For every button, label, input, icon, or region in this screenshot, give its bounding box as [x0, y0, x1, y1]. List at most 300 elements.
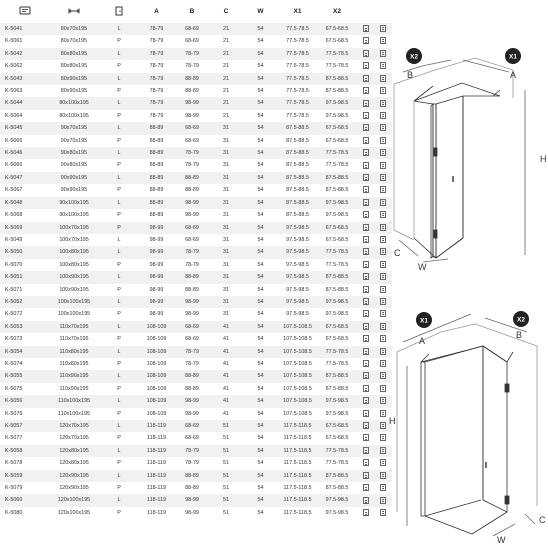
datasheet-cell — [358, 110, 374, 122]
table-row — [0, 35, 392, 47]
dim-x1-cell: 97.5-98.5 — [279, 222, 316, 234]
dim-w-cell: 54 — [242, 358, 279, 370]
datasheet-cell — [358, 296, 374, 308]
datasheet-cell — [358, 209, 374, 221]
dim-x1-cell: 107.5-108.5 — [279, 395, 316, 407]
dimensions-cell: 100x90x195 — [49, 284, 99, 296]
datasheet-icon[interactable] — [363, 323, 369, 330]
dim-x1-cell: 117.5-118.5 — [279, 432, 316, 444]
dim-a-cell: 88-89 — [139, 135, 174, 147]
dim-a-cell: 98-99 — [139, 246, 174, 258]
table-row — [0, 271, 392, 283]
datasheet-icon[interactable] — [363, 75, 369, 82]
dimensions-cell: 80x80x195 — [49, 48, 99, 60]
door-side-cell: L — [99, 346, 139, 358]
dim-w-cell: 54 — [242, 346, 279, 358]
datasheet-icon[interactable] — [363, 248, 369, 255]
door-side-cell: P — [99, 308, 139, 320]
datasheet-cell — [358, 308, 374, 320]
door-side-cell: L — [99, 48, 139, 60]
col-header-b: B — [189, 8, 195, 15]
dim-c-cell: 51 — [210, 470, 242, 482]
table-row — [0, 420, 392, 432]
datasheet-icon[interactable] — [363, 224, 369, 231]
dim-b-cell: 78-79 — [174, 259, 210, 271]
door-side-cell: P — [99, 35, 139, 47]
product-code-cell: K-5062 — [0, 60, 49, 72]
product-code-cell: K-5076 — [0, 408, 49, 420]
dimensions-cell: 110x100x195 — [49, 395, 99, 407]
dim-b-cell: 78-79 — [174, 147, 210, 159]
dimensions-cell: 120x80x195 — [49, 445, 99, 457]
dim-b-cell: 68-69 — [174, 23, 210, 35]
datasheet-cell — [358, 222, 374, 234]
datasheet-cell — [358, 122, 374, 134]
door-side-cell: L — [99, 494, 139, 506]
dim-b-cell: 88-89 — [174, 85, 210, 97]
product-code-cell: K-5058 — [0, 445, 49, 457]
dim-x2-cell: 87.5-88.5 — [316, 172, 358, 184]
datasheet-icon[interactable] — [363, 447, 369, 454]
table-row — [0, 60, 392, 72]
dimensions-cell: 80x90x195 — [49, 73, 99, 85]
datasheet-icon[interactable] — [363, 100, 369, 107]
product-code-cell: K-5053 — [0, 321, 49, 333]
dim-w-cell: 54 — [242, 35, 279, 47]
dim-x1-cell: 117.5-118.5 — [279, 482, 316, 494]
dim-x2-cell: 77.5-78.5 — [316, 457, 358, 469]
datasheet-icon[interactable] — [363, 124, 369, 131]
dim-w-cell: 54 — [242, 23, 279, 35]
datasheet-icon[interactable] — [363, 286, 369, 293]
datasheet-icon[interactable] — [363, 484, 369, 491]
datasheet-icon[interactable] — [363, 236, 369, 243]
door-side-cell: P — [99, 383, 139, 395]
product-code-cell: K-5054 — [0, 346, 49, 358]
dimensions-cell: 90x100x195 — [49, 197, 99, 209]
datasheet-cell — [358, 408, 374, 420]
dim-c-cell: 21 — [210, 110, 242, 122]
dim-a-cell: 78-79 — [139, 35, 174, 47]
dim-a-cell: 108-109 — [139, 358, 174, 370]
dimensions-cell: 80x90x195 — [49, 85, 99, 97]
table-row — [0, 222, 392, 234]
dim-b-cell: 88-89 — [174, 470, 210, 482]
table-row — [0, 395, 392, 407]
dim-b-cell: 98-99 — [174, 110, 210, 122]
dim-b-cell: 98-99 — [174, 507, 210, 519]
table-row — [0, 470, 392, 482]
dim-a-cell: 88-89 — [139, 209, 174, 221]
door-side-cell: P — [99, 85, 139, 97]
label-a-top: A — [510, 70, 517, 80]
dim-c-cell: 41 — [210, 408, 242, 420]
datasheet-icon[interactable] — [363, 211, 369, 218]
dim-a-cell: 118-119 — [139, 507, 174, 519]
product-code-cell: K-5074 — [0, 358, 49, 370]
dim-b-cell: 68-69 — [174, 420, 210, 432]
dim-x2-cell: 87.5-88.5 — [316, 271, 358, 283]
dim-c-cell: 21 — [210, 35, 242, 47]
dimensions-cell: 110x70x195 — [49, 333, 99, 345]
dim-b-cell: 88-89 — [174, 271, 210, 283]
datasheet-cell — [358, 271, 374, 283]
dimensions-cell: 120x90x195 — [49, 482, 99, 494]
dim-b-cell: 88-89 — [174, 284, 210, 296]
label-w-bottom: W — [497, 535, 506, 545]
datasheet-icon[interactable] — [363, 360, 369, 367]
datasheet-cell — [358, 346, 374, 358]
door-side-cell: P — [99, 408, 139, 420]
dim-x1-cell: 77.5-78.5 — [279, 73, 316, 85]
dim-x1-cell: 87.5-88.5 — [279, 197, 316, 209]
dim-x2-cell: 97.5-98.5 — [316, 296, 358, 308]
dimensions-cell: 80x100x195 — [49, 110, 99, 122]
dim-x1-cell: 117.5-118.5 — [279, 507, 316, 519]
datasheet-cell — [358, 457, 374, 469]
dim-x2-cell: 77.5-78.5 — [316, 259, 358, 271]
dim-w-cell: 54 — [242, 370, 279, 382]
dim-w-cell: 54 — [242, 147, 279, 159]
datasheet-icon[interactable] — [363, 397, 369, 404]
dimensions-cell: 110x80x195 — [49, 358, 99, 370]
datasheet-icon[interactable] — [363, 372, 369, 379]
table-row — [0, 507, 392, 519]
dim-a-cell: 88-89 — [139, 122, 174, 134]
label-b-bottom: B — [516, 330, 523, 340]
dim-w-cell: 54 — [242, 432, 279, 444]
dim-w-cell: 54 — [242, 135, 279, 147]
datasheet-icon[interactable] — [363, 62, 369, 69]
door-side-cell: L — [99, 73, 139, 85]
dim-w-cell: 54 — [242, 470, 279, 482]
datasheet-cell — [358, 432, 374, 444]
door-side-cell: P — [99, 507, 139, 519]
dim-c-cell: 31 — [210, 172, 242, 184]
product-code-cell: K-5055 — [0, 370, 49, 382]
table-row — [0, 184, 392, 196]
label-c-top: C — [394, 248, 401, 258]
door-side-icon — [99, 0, 139, 23]
door-side-cell: P — [99, 60, 139, 72]
dim-b-cell: 98-99 — [174, 395, 210, 407]
dimensions-cell: 110x100x195 — [49, 408, 99, 420]
dim-b-cell: 78-79 — [174, 457, 210, 469]
dim-a-cell: 88-89 — [139, 147, 174, 159]
product-code-cell: K-5077 — [0, 432, 49, 444]
dim-x1-cell: 77.5-78.5 — [279, 35, 316, 47]
dim-x1-cell: 87.5-88.5 — [279, 172, 316, 184]
product-code-cell: K-5066 — [0, 159, 49, 171]
dim-w-cell: 54 — [242, 222, 279, 234]
dim-c-cell: 51 — [210, 457, 242, 469]
door-side-cell: L — [99, 147, 139, 159]
dim-x2-cell: 77.5-78.5 — [316, 246, 358, 258]
datasheet-cell — [358, 284, 374, 296]
dim-x2-cell: 67.5-68.5 — [316, 432, 358, 444]
dim-x2-cell: 87.5-88.5 — [316, 184, 358, 196]
product-code-cell: K-5071 — [0, 284, 49, 296]
dim-c-cell: 51 — [210, 494, 242, 506]
dimensions-cell: 90x100x195 — [49, 209, 99, 221]
product-code-cell: K-5050 — [0, 246, 49, 258]
dim-b-cell: 78-79 — [174, 445, 210, 457]
dimensions-cell: 80x70x195 — [49, 35, 99, 47]
dimensions-cell: 110x80x195 — [49, 346, 99, 358]
dim-w-cell: 54 — [242, 296, 279, 308]
table-row — [0, 73, 392, 85]
col-header-c: C — [223, 8, 229, 15]
datasheet-icon[interactable] — [363, 298, 369, 305]
dim-w-cell: 54 — [242, 383, 279, 395]
door-side-cell: L — [99, 296, 139, 308]
dim-x2-cell: 97.5-98.5 — [316, 494, 358, 506]
product-code-cell: K-5068 — [0, 209, 49, 221]
dimensions-cell: 90x90x195 — [49, 172, 99, 184]
dim-b-cell: 78-79 — [174, 358, 210, 370]
door-side-cell: L — [99, 122, 139, 134]
datasheet-icon[interactable] — [363, 25, 369, 32]
product-code-cell: K-5070 — [0, 259, 49, 271]
dim-b-cell: 98-99 — [174, 197, 210, 209]
dim-c-cell: 31 — [210, 296, 242, 308]
datasheet-cell — [358, 383, 374, 395]
dim-c-cell: 41 — [210, 358, 242, 370]
dim-b-cell: 98-99 — [174, 97, 210, 109]
dim-x2-cell: 87.5-88.5 — [316, 383, 358, 395]
product-code-cell: K-5048 — [0, 197, 49, 209]
dimensions-cell: 90x90x195 — [49, 184, 99, 196]
dimensions-cell: 80x70x195 — [49, 23, 99, 35]
dim-a-cell: 98-99 — [139, 271, 174, 283]
dim-c-cell: 21 — [210, 48, 242, 60]
datasheet-icon[interactable] — [363, 497, 369, 504]
dim-b-cell: 68-69 — [174, 35, 210, 47]
dimensions-cell: 80x100x195 — [49, 97, 99, 109]
product-code-cell: K-5080 — [0, 507, 49, 519]
dimensions-cell: 100x100x195 — [49, 296, 99, 308]
dim-a-cell: 108-109 — [139, 321, 174, 333]
dim-b-cell: 78-79 — [174, 60, 210, 72]
datasheet-cell — [358, 482, 374, 494]
door-side-cell: L — [99, 97, 139, 109]
dim-b-cell: 68-69 — [174, 432, 210, 444]
dim-w-cell: 54 — [242, 234, 279, 246]
table-row — [0, 284, 392, 296]
datasheet-cell — [358, 246, 374, 258]
door-side-cell: L — [99, 321, 139, 333]
product-code-cell: K-5049 — [0, 234, 49, 246]
dim-c-cell: 31 — [210, 246, 242, 258]
dim-x1-cell: 87.5-88.5 — [279, 147, 316, 159]
label-b-top: B — [407, 70, 414, 80]
dimensions-cell: 110x90x195 — [49, 383, 99, 395]
dim-x1-cell: 97.5-98.5 — [279, 308, 316, 320]
dimensions-cell: 100x70x195 — [49, 234, 99, 246]
col-header-w: W — [257, 8, 264, 15]
dim-a-cell: 88-89 — [139, 184, 174, 196]
label-h-bottom: H — [389, 416, 396, 426]
dim-a-cell: 78-79 — [139, 23, 174, 35]
product-code-cell: K-5064 — [0, 110, 49, 122]
shower-drawing-top — [385, 0, 548, 274]
dim-a-cell: 108-109 — [139, 395, 174, 407]
dim-x1-cell: 107.5-108.5 — [279, 333, 316, 345]
dim-c-cell: 21 — [210, 60, 242, 72]
dim-w-cell: 54 — [242, 395, 279, 407]
table-row — [0, 197, 392, 209]
dim-x1-cell: 97.5-98.5 — [279, 246, 316, 258]
datasheet-icon[interactable] — [363, 348, 369, 355]
badge-x1-top — [505, 48, 521, 64]
dim-x1-cell: 107.5-108.5 — [279, 408, 316, 420]
datasheet-icon[interactable] — [363, 112, 369, 119]
col-header-x1: X1 — [293, 8, 302, 15]
datasheet-cell — [358, 259, 374, 271]
dim-a-cell: 88-89 — [139, 172, 174, 184]
dim-c-cell: 41 — [210, 395, 242, 407]
dim-c-cell: 21 — [210, 85, 242, 97]
datasheet-icon[interactable] — [363, 273, 369, 280]
dimensions-cell: 100x90x195 — [49, 271, 99, 283]
datasheet-icon[interactable] — [363, 50, 369, 57]
table-row — [0, 147, 392, 159]
dim-b-cell: 78-79 — [174, 246, 210, 258]
dim-b-cell: 98-99 — [174, 308, 210, 320]
dim-a-cell: 78-79 — [139, 60, 174, 72]
dim-a-cell: 78-79 — [139, 85, 174, 97]
dim-b-cell: 78-79 — [174, 48, 210, 60]
door-side-cell: P — [99, 457, 139, 469]
table-row — [0, 110, 392, 122]
dim-w-cell: 54 — [242, 85, 279, 97]
dim-w-cell: 54 — [242, 507, 279, 519]
dim-a-cell: 118-119 — [139, 445, 174, 457]
dim-a-cell: 78-79 — [139, 48, 174, 60]
datasheet-icon[interactable] — [363, 335, 369, 342]
datasheet-icon[interactable] — [363, 410, 369, 417]
dim-a-cell: 118-119 — [139, 420, 174, 432]
dim-x1-cell: 77.5-78.5 — [279, 23, 316, 35]
door-side-cell: P — [99, 135, 139, 147]
dim-b-cell: 68-69 — [174, 122, 210, 134]
dim-x1-cell: 117.5-118.5 — [279, 470, 316, 482]
dim-x2-cell: 97.5-98.5 — [316, 408, 358, 420]
product-code-cell: K-5052 — [0, 296, 49, 308]
datasheet-icon[interactable] — [363, 261, 369, 268]
dim-a-cell: 78-79 — [139, 97, 174, 109]
product-code-cell: K-5046 — [0, 147, 49, 159]
dim-c-cell: 31 — [210, 271, 242, 283]
door-side-cell: L — [99, 370, 139, 382]
dim-x1-cell: 117.5-118.5 — [279, 420, 316, 432]
datasheet-icon[interactable] — [363, 174, 369, 181]
table-row — [0, 259, 392, 271]
dim-c-cell: 51 — [210, 420, 242, 432]
datasheet-icon[interactable] — [363, 162, 369, 169]
datasheet-icon[interactable] — [363, 37, 369, 44]
dim-w-cell: 54 — [242, 408, 279, 420]
dim-x1-cell: 107.5-108.5 — [279, 383, 316, 395]
dim-w-cell: 54 — [242, 284, 279, 296]
datasheet-icon[interactable] — [363, 199, 369, 206]
product-code-cell: K-5065 — [0, 135, 49, 147]
dim-x2-cell: 67.5-68.5 — [316, 135, 358, 147]
dim-c-cell: 51 — [210, 445, 242, 457]
datasheet-icon[interactable] — [363, 385, 369, 392]
datasheet-icon[interactable] — [363, 137, 369, 144]
dimensions-cell: 80x80x195 — [49, 60, 99, 72]
dim-a-cell: 78-79 — [139, 110, 174, 122]
datasheet-cell — [358, 97, 374, 109]
datasheet-icon[interactable] — [363, 310, 369, 317]
datasheet-cell — [358, 507, 374, 519]
datasheet-cell — [358, 197, 374, 209]
datasheet-cell — [358, 147, 374, 159]
datasheet-cell — [358, 395, 374, 407]
dim-c-cell: 21 — [210, 23, 242, 35]
datasheet-icon[interactable] — [363, 149, 369, 156]
dim-w-cell: 54 — [242, 333, 279, 345]
dim-x1-cell: 87.5-88.5 — [279, 135, 316, 147]
dim-x1-cell: 107.5-108.5 — [279, 370, 316, 382]
dim-x1-cell: 117.5-118.5 — [279, 494, 316, 506]
dim-c-cell: 31 — [210, 284, 242, 296]
dim-x2-cell: 97.5-98.5 — [316, 308, 358, 320]
dim-a-cell: 108-109 — [139, 333, 174, 345]
dim-x2-cell: 97.5-98.5 — [316, 97, 358, 109]
table-row — [0, 333, 392, 345]
dim-c-cell: 51 — [210, 432, 242, 444]
datasheet-icon[interactable] — [363, 87, 369, 94]
datasheet-icon[interactable] — [363, 459, 369, 466]
table-row — [0, 246, 392, 258]
dimensions-cell: 90x70x195 — [49, 122, 99, 134]
dim-x2-cell: 67.5-68.5 — [316, 222, 358, 234]
dim-x2-cell: 77.5-78.5 — [316, 346, 358, 358]
dimensions-cell: 90x80x195 — [49, 159, 99, 171]
badge-x1-bottom — [416, 312, 432, 328]
product-code-cell: K-5073 — [0, 333, 49, 345]
dim-b-cell: 78-79 — [174, 159, 210, 171]
datasheet-icon[interactable] — [363, 509, 369, 516]
dim-w-cell: 54 — [242, 122, 279, 134]
shower-drawing-bottom — [385, 274, 548, 548]
datasheet-icon[interactable] — [363, 472, 369, 479]
datasheet-cell — [358, 333, 374, 345]
datasheet-icon[interactable] — [363, 186, 369, 193]
dim-w-cell: 54 — [242, 97, 279, 109]
product-code-cell: K-5060 — [0, 494, 49, 506]
product-code-cell: K-5063 — [0, 85, 49, 97]
dim-b-cell: 88-89 — [174, 370, 210, 382]
dim-x2-cell: 97.5-98.5 — [316, 507, 358, 519]
dim-w-cell: 54 — [242, 308, 279, 320]
table-row — [0, 358, 392, 370]
door-side-cell: P — [99, 222, 139, 234]
dim-a-cell: 118-119 — [139, 494, 174, 506]
dimensions-cell: 110x70x195 — [49, 321, 99, 333]
dim-x1-cell: 77.5-78.5 — [279, 97, 316, 109]
dim-c-cell: 31 — [210, 159, 242, 171]
table-row — [0, 234, 392, 246]
datasheet-cell — [358, 321, 374, 333]
dim-x1-cell: 97.5-98.5 — [279, 296, 316, 308]
datasheet-icon[interactable] — [363, 434, 369, 441]
datasheet-icon[interactable] — [363, 422, 369, 429]
dim-a-cell: 78-79 — [139, 73, 174, 85]
dim-w-cell: 54 — [242, 184, 279, 196]
